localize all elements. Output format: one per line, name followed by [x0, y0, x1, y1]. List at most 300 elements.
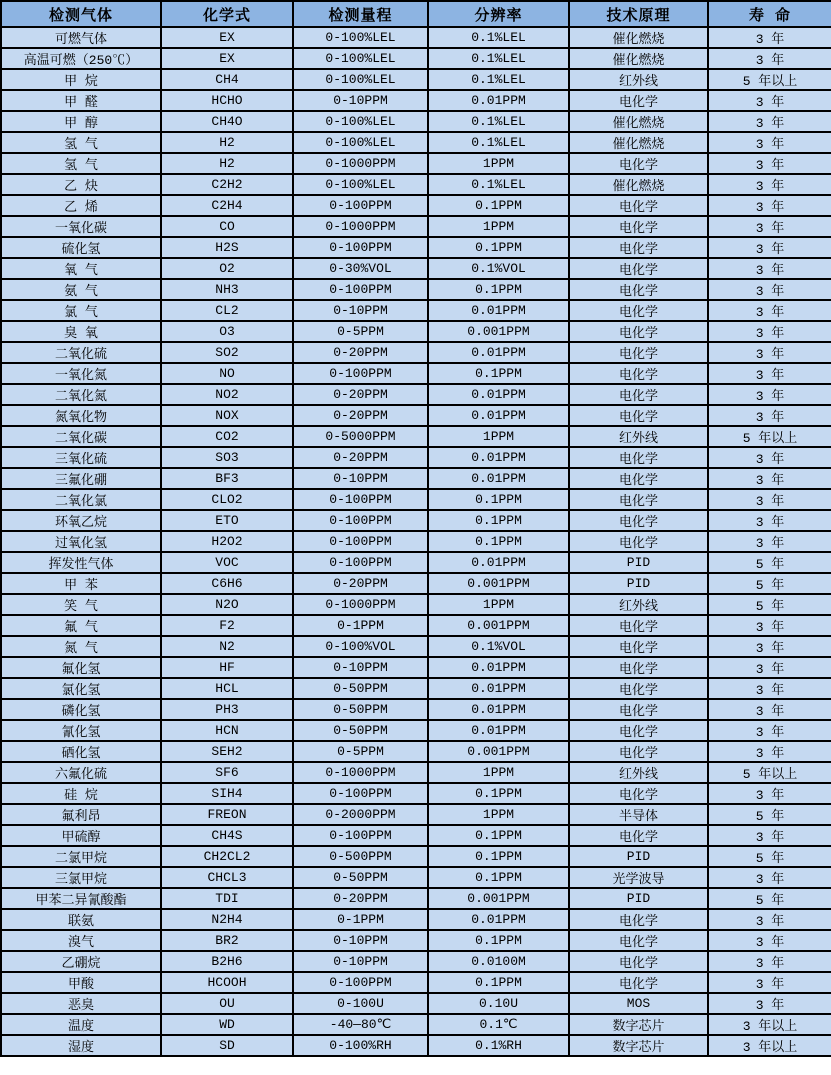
cell: 0.001PPM: [428, 741, 569, 762]
cell: 电化学: [569, 363, 708, 384]
cell: 0-1PPM: [293, 909, 428, 930]
cell: 0.1%LEL: [428, 174, 569, 195]
cell: 0-100%LEL: [293, 111, 428, 132]
cell: 光学波导: [569, 867, 708, 888]
cell: 3 年: [708, 741, 831, 762]
cell: C6H6: [161, 573, 293, 594]
cell: 可燃气体: [1, 27, 161, 48]
cell: BF3: [161, 468, 293, 489]
cell: 3 年: [708, 720, 831, 741]
cell: 0-100PPM: [293, 489, 428, 510]
cell: SIH4: [161, 783, 293, 804]
table-row: [1, 741, 831, 762]
cell: 0-100PPM: [293, 825, 428, 846]
cell: 0.1PPM: [428, 783, 569, 804]
cell: 二氧化碳: [1, 426, 161, 447]
cell: 电化学: [569, 300, 708, 321]
cell: C2H2: [161, 174, 293, 195]
cell: 氢 气: [1, 153, 161, 174]
cell: 3 年: [708, 468, 831, 489]
cell: 氮氧化物: [1, 405, 161, 426]
cell: HCN: [161, 720, 293, 741]
cell: FREON: [161, 804, 293, 825]
cell: 0.1%LEL: [428, 27, 569, 48]
cell: 0-100PPM: [293, 279, 428, 300]
cell: 0.0100M: [428, 951, 569, 972]
cell: 0-100PPM: [293, 972, 428, 993]
cell: 3 年: [708, 699, 831, 720]
cell: 0.1PPM: [428, 531, 569, 552]
cell: 0-100%LEL: [293, 48, 428, 69]
cell: 3 年: [708, 489, 831, 510]
cell: NO: [161, 363, 293, 384]
cell: 0.1PPM: [428, 846, 569, 867]
cell: 0-1000PPM: [293, 216, 428, 237]
cell: PID: [569, 846, 708, 867]
cell: H2S: [161, 237, 293, 258]
cell: 0-100%LEL: [293, 174, 428, 195]
cell: 硒化氢: [1, 741, 161, 762]
cell: 0-100PPM: [293, 195, 428, 216]
cell: 0-10PPM: [293, 468, 428, 489]
cell: 3 年: [708, 615, 831, 636]
cell: 0.1PPM: [428, 279, 569, 300]
cell: 数字芯片: [569, 1014, 708, 1035]
cell: B2H6: [161, 951, 293, 972]
cell: 0.1PPM: [428, 195, 569, 216]
cell: 0.01PPM: [428, 909, 569, 930]
cell: 3 年: [708, 909, 831, 930]
cell: 甲 醛: [1, 90, 161, 111]
cell: 氯化氢: [1, 678, 161, 699]
table-row: [1, 216, 831, 237]
table-row: [1, 888, 831, 909]
cell: 1PPM: [428, 153, 569, 174]
cell: 0-5PPM: [293, 741, 428, 762]
cell: H2: [161, 153, 293, 174]
cell: 0-50PPM: [293, 699, 428, 720]
cell: 0-5PPM: [293, 321, 428, 342]
cell: 甲酸: [1, 972, 161, 993]
cell: 3 年: [708, 258, 831, 279]
cell: 0-20PPM: [293, 405, 428, 426]
cell: CH4: [161, 69, 293, 90]
table-row: [1, 489, 831, 510]
cell: 0-10PPM: [293, 951, 428, 972]
cell: 3 年: [708, 972, 831, 993]
cell: 电化学: [569, 699, 708, 720]
cell: 3 年: [708, 531, 831, 552]
column-header: 技术原理: [569, 1, 708, 27]
cell: 0.01PPM: [428, 90, 569, 111]
cell: 3 年: [708, 132, 831, 153]
cell: 0.01PPM: [428, 468, 569, 489]
cell: 电化学: [569, 909, 708, 930]
table-row: [1, 615, 831, 636]
cell: 3 年: [708, 111, 831, 132]
cell: 0-20PPM: [293, 384, 428, 405]
cell: 3 年: [708, 279, 831, 300]
cell: CH4S: [161, 825, 293, 846]
cell: CL2: [161, 300, 293, 321]
cell: 三氧化硫: [1, 447, 161, 468]
cell: 5 年: [708, 552, 831, 573]
cell: 氧 气: [1, 258, 161, 279]
cell: HCOOH: [161, 972, 293, 993]
cell: 氰化氢: [1, 720, 161, 741]
cell: PH3: [161, 699, 293, 720]
table-row: [1, 90, 831, 111]
cell: C2H4: [161, 195, 293, 216]
cell: 0.01PPM: [428, 699, 569, 720]
cell: 5 年: [708, 573, 831, 594]
cell: 5 年: [708, 594, 831, 615]
table-row: [1, 594, 831, 615]
table-row: [1, 720, 831, 741]
cell: 温度: [1, 1014, 161, 1035]
table-body: [1, 27, 831, 1056]
cell: 0-1000PPM: [293, 594, 428, 615]
cell: 3 年: [708, 783, 831, 804]
cell: 红外线: [569, 426, 708, 447]
table-row: [1, 279, 831, 300]
cell: O2: [161, 258, 293, 279]
cell: 笑 气: [1, 594, 161, 615]
cell: 3 年以上: [708, 1014, 831, 1035]
cell: SO2: [161, 342, 293, 363]
cell: 电化学: [569, 90, 708, 111]
cell: 电化学: [569, 153, 708, 174]
cell: PID: [569, 573, 708, 594]
cell: 0.1℃: [428, 1014, 569, 1035]
column-header: 检测气体: [1, 1, 161, 27]
cell: 半导体: [569, 804, 708, 825]
cell: 0-50PPM: [293, 867, 428, 888]
column-header: 分辨率: [428, 1, 569, 27]
table-row: [1, 342, 831, 363]
cell: 3 年: [708, 405, 831, 426]
cell: 5 年: [708, 804, 831, 825]
cell: PID: [569, 888, 708, 909]
cell: 电化学: [569, 279, 708, 300]
cell: 0-500PPM: [293, 846, 428, 867]
cell: 0-1000PPM: [293, 762, 428, 783]
table-row: [1, 405, 831, 426]
cell: 三氟化硼: [1, 468, 161, 489]
cell: 1PPM: [428, 426, 569, 447]
cell: 电化学: [569, 615, 708, 636]
table-row: [1, 636, 831, 657]
cell: 三氯甲烷: [1, 867, 161, 888]
table-row: [1, 363, 831, 384]
cell: 电化学: [569, 258, 708, 279]
cell: 氟 气: [1, 615, 161, 636]
cell: 3 年: [708, 384, 831, 405]
table-row: [1, 237, 831, 258]
cell: 甲 苯: [1, 573, 161, 594]
cell: 联氨: [1, 909, 161, 930]
cell: 0.001PPM: [428, 321, 569, 342]
cell: 电化学: [569, 930, 708, 951]
cell: 二氧化硫: [1, 342, 161, 363]
cell: 乙 烯: [1, 195, 161, 216]
cell: 硫化氢: [1, 237, 161, 258]
table-row: [1, 993, 831, 1014]
cell: 3 年以上: [708, 1035, 831, 1056]
cell: 电化学: [569, 405, 708, 426]
cell: 1PPM: [428, 216, 569, 237]
cell: 电化学: [569, 783, 708, 804]
cell: 0.1%RH: [428, 1035, 569, 1056]
cell: 0-50PPM: [293, 678, 428, 699]
table-row: [1, 804, 831, 825]
cell: 电化学: [569, 384, 708, 405]
cell: 0.01PPM: [428, 300, 569, 321]
table-row: [1, 573, 831, 594]
cell: 氯 气: [1, 300, 161, 321]
cell: 3 年: [708, 153, 831, 174]
cell: CH4O: [161, 111, 293, 132]
cell: 甲苯二异氰酸酯: [1, 888, 161, 909]
table-row: [1, 468, 831, 489]
cell: 3 年: [708, 48, 831, 69]
cell: 0-20PPM: [293, 447, 428, 468]
cell: 0.1%LEL: [428, 69, 569, 90]
cell: O3: [161, 321, 293, 342]
cell: 0.01PPM: [428, 384, 569, 405]
cell: 3 年: [708, 174, 831, 195]
cell: NOX: [161, 405, 293, 426]
cell: 0-10PPM: [293, 657, 428, 678]
cell: 0.01PPM: [428, 342, 569, 363]
column-header: 寿 命: [708, 1, 831, 27]
cell: 0.01PPM: [428, 447, 569, 468]
cell: SO3: [161, 447, 293, 468]
cell: 氮 气: [1, 636, 161, 657]
cell: 5 年以上: [708, 69, 831, 90]
cell: 氨 气: [1, 279, 161, 300]
cell: NH3: [161, 279, 293, 300]
cell: 电化学: [569, 216, 708, 237]
cell: 0-1000PPM: [293, 153, 428, 174]
cell: 0.01PPM: [428, 552, 569, 573]
cell: CH2CL2: [161, 846, 293, 867]
cell: 过氧化氢: [1, 531, 161, 552]
cell: 1PPM: [428, 594, 569, 615]
cell: 0-20PPM: [293, 342, 428, 363]
cell: 3 年: [708, 90, 831, 111]
cell: NO2: [161, 384, 293, 405]
cell: 臭 氧: [1, 321, 161, 342]
cell: 0.01PPM: [428, 678, 569, 699]
cell: 电化学: [569, 720, 708, 741]
table-row: [1, 69, 831, 90]
table-row: [1, 678, 831, 699]
cell: 5 年: [708, 846, 831, 867]
cell: SEH2: [161, 741, 293, 762]
cell: 0.001PPM: [428, 573, 569, 594]
table-row: [1, 321, 831, 342]
cell: ETO: [161, 510, 293, 531]
table-row: [1, 951, 831, 972]
cell: 电化学: [569, 468, 708, 489]
cell: 催化燃烧: [569, 174, 708, 195]
cell: 0.1%LEL: [428, 111, 569, 132]
cell: CLO2: [161, 489, 293, 510]
cell: 0-30%VOL: [293, 258, 428, 279]
cell: SF6: [161, 762, 293, 783]
table-row: [1, 153, 831, 174]
cell: F2: [161, 615, 293, 636]
cell: 3 年: [708, 678, 831, 699]
cell: 湿度: [1, 1035, 161, 1056]
cell: 5 年以上: [708, 426, 831, 447]
table-row: [1, 699, 831, 720]
cell: HF: [161, 657, 293, 678]
cell: H2: [161, 132, 293, 153]
cell: 乙硼烷: [1, 951, 161, 972]
cell: HCHO: [161, 90, 293, 111]
cell: 1PPM: [428, 804, 569, 825]
cell: CO2: [161, 426, 293, 447]
table-row: [1, 846, 831, 867]
header-row: [1, 1, 831, 27]
cell: 3 年: [708, 867, 831, 888]
table-row: [1, 300, 831, 321]
cell: 二氧化氯: [1, 489, 161, 510]
cell: 0-100PPM: [293, 783, 428, 804]
cell: 电化学: [569, 321, 708, 342]
cell: 0-10PPM: [293, 930, 428, 951]
cell: 0-100%VOL: [293, 636, 428, 657]
cell: 0-20PPM: [293, 573, 428, 594]
cell: 乙 炔: [1, 174, 161, 195]
cell: 0-100PPM: [293, 237, 428, 258]
cell: VOC: [161, 552, 293, 573]
cell: 3 年: [708, 195, 831, 216]
cell: CO: [161, 216, 293, 237]
cell: 电化学: [569, 489, 708, 510]
cell: 0.1%VOL: [428, 636, 569, 657]
cell: 电化学: [569, 447, 708, 468]
cell: 电化学: [569, 741, 708, 762]
table-row: [1, 27, 831, 48]
cell: 3 年: [708, 363, 831, 384]
cell: N2H4: [161, 909, 293, 930]
cell: PID: [569, 552, 708, 573]
cell: 0-100PPM: [293, 510, 428, 531]
cell: 5 年以上: [708, 762, 831, 783]
table-row: [1, 552, 831, 573]
cell: 0-100%LEL: [293, 69, 428, 90]
cell: 0-100U: [293, 993, 428, 1014]
cell: 0-1PPM: [293, 615, 428, 636]
cell: 溴气: [1, 930, 161, 951]
table-row: [1, 48, 831, 69]
cell: 催化燃烧: [569, 48, 708, 69]
cell: 0.001PPM: [428, 615, 569, 636]
cell: EX: [161, 48, 293, 69]
cell: 一氧化氮: [1, 363, 161, 384]
cell: 0-10PPM: [293, 300, 428, 321]
cell: 3 年: [708, 951, 831, 972]
cell: HCL: [161, 678, 293, 699]
cell: 0.1PPM: [428, 867, 569, 888]
table-row: [1, 447, 831, 468]
cell: 0.1%LEL: [428, 48, 569, 69]
cell: 氟化氢: [1, 657, 161, 678]
cell: 3 年: [708, 216, 831, 237]
cell: 3 年: [708, 636, 831, 657]
cell: 3 年: [708, 657, 831, 678]
cell: 甲 烷: [1, 69, 161, 90]
cell: 红外线: [569, 69, 708, 90]
cell: 0-100PPM: [293, 363, 428, 384]
cell: 电化学: [569, 510, 708, 531]
cell: OU: [161, 993, 293, 1014]
cell: N2O: [161, 594, 293, 615]
column-header: 化学式: [161, 1, 293, 27]
cell: 3 年: [708, 510, 831, 531]
table-row: [1, 426, 831, 447]
table-row: [1, 657, 831, 678]
cell: 0-100%LEL: [293, 132, 428, 153]
cell: 0-2000PPM: [293, 804, 428, 825]
cell: H2O2: [161, 531, 293, 552]
cell: 催化燃烧: [569, 111, 708, 132]
cell: 0-10PPM: [293, 90, 428, 111]
cell: 0-50PPM: [293, 720, 428, 741]
cell: 0-5000PPM: [293, 426, 428, 447]
cell: 0-20PPM: [293, 888, 428, 909]
table-row: [1, 111, 831, 132]
cell: 催化燃烧: [569, 27, 708, 48]
cell: 3 年: [708, 321, 831, 342]
cell: SD: [161, 1035, 293, 1056]
cell: 0-100%RH: [293, 1035, 428, 1056]
table-row: [1, 972, 831, 993]
cell: 电化学: [569, 195, 708, 216]
cell: TDI: [161, 888, 293, 909]
table-row: [1, 762, 831, 783]
cell: MOS: [569, 993, 708, 1014]
cell: 0.1PPM: [428, 237, 569, 258]
cell: 5 年: [708, 888, 831, 909]
cell: 电化学: [569, 636, 708, 657]
cell: 一氧化碳: [1, 216, 161, 237]
cell: 甲硫醇: [1, 825, 161, 846]
cell: 0.10U: [428, 993, 569, 1014]
table-row: [1, 867, 831, 888]
cell: 0.1PPM: [428, 825, 569, 846]
cell: 0-100PPM: [293, 531, 428, 552]
cell: 0.1%LEL: [428, 132, 569, 153]
cell: 3 年: [708, 447, 831, 468]
cell: 环氧乙烷: [1, 510, 161, 531]
cell: 挥发性气体: [1, 552, 161, 573]
cell: 甲 醇: [1, 111, 161, 132]
column-header: 检测量程: [293, 1, 428, 27]
cell: 数字芯片: [569, 1035, 708, 1056]
table-row: [1, 1035, 831, 1056]
table-row: [1, 783, 831, 804]
table-row: [1, 195, 831, 216]
cell: 电化学: [569, 237, 708, 258]
cell: 电化学: [569, 342, 708, 363]
cell: 高温可燃（250℃）: [1, 48, 161, 69]
cell: 3 年: [708, 300, 831, 321]
cell: 电化学: [569, 951, 708, 972]
